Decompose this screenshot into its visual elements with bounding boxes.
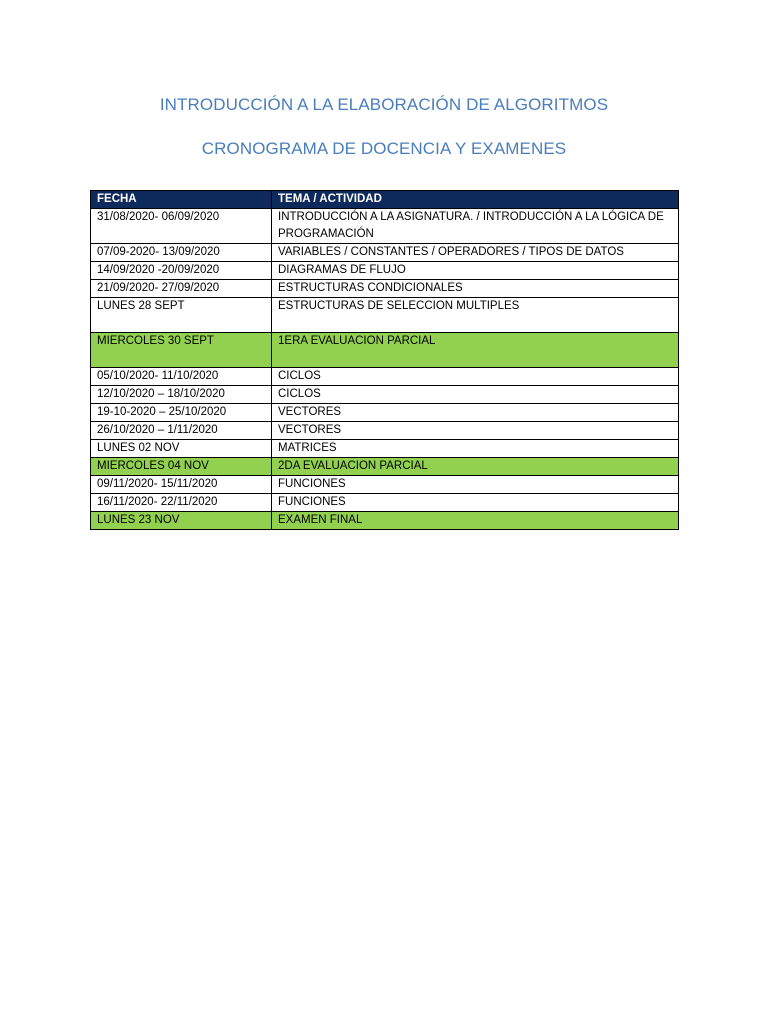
table-row — [91, 422, 679, 440]
header-fecha: FECHA — [91, 191, 272, 209]
cell-tema: CICLOS — [272, 386, 679, 404]
table-row — [91, 280, 679, 298]
cell-fecha: 16/11/2020- 22/11/2020 — [91, 494, 272, 512]
cell-fecha: 07/09-2020- 13/09/2020 — [91, 244, 272, 262]
cell-tema: VECTORES — [272, 404, 679, 422]
cell-fecha: 12/10/2020 – 18/10/2020 — [91, 386, 272, 404]
cell-fecha: LUNES 02 NOV — [91, 440, 272, 458]
cell-tema: ESTRUCTURAS DE SELECCION MULTIPLES — [272, 298, 679, 333]
table-row — [91, 404, 679, 422]
document-subtitle: CRONOGRAMA DE DOCENCIA Y EXAMENES — [201, 139, 567, 158]
table-row-exam — [91, 458, 679, 476]
cell-fecha: MIERCOLES 30 SEPT — [91, 333, 272, 368]
table-row — [91, 298, 679, 333]
header-tema-actividad: TEMA / ACTIVIDAD — [272, 191, 679, 209]
cell-tema: 1ERA EVALUACION PARCIAL — [272, 333, 679, 368]
cell-fecha: 19-10-2020 – 25/10/2020 — [91, 404, 272, 422]
cell-fecha: MIERCOLES 04 NOV — [91, 458, 272, 476]
cell-fecha: 21/09/2020- 27/09/2020 — [91, 280, 272, 298]
cell-fecha: 05/10/2020- 11/10/2020 — [91, 368, 272, 386]
cell-fecha: 31/08/2020- 06/09/2020 — [91, 209, 272, 244]
document-title: INTRODUCCIÓN A LA ELABORACIÓN DE ALGORITMOS — [159, 95, 609, 114]
table-row — [91, 209, 679, 244]
cell-fecha: 09/11/2020- 15/11/2020 — [91, 476, 272, 494]
table-row — [91, 386, 679, 404]
cell-tema: FUNCIONES — [272, 476, 679, 494]
table-row-exam — [91, 512, 679, 530]
table-header-row — [91, 191, 679, 209]
cell-tema: MATRICES — [272, 440, 679, 458]
cell-tema: DIAGRAMAS DE FLUJO — [272, 262, 679, 280]
cell-fecha: 14/09/2020 -20/09/2020 — [91, 262, 272, 280]
cell-tema: CICLOS — [272, 368, 679, 386]
cell-tema: FUNCIONES — [272, 494, 679, 512]
table-row — [91, 440, 679, 458]
cell-fecha: LUNES 23 NOV — [91, 512, 272, 530]
table-row-exam — [91, 333, 679, 368]
table-row — [91, 368, 679, 386]
cell-tema: ESTRUCTURAS CONDICIONALES — [272, 280, 679, 298]
cell-tema: EXAMEN FINAL — [272, 512, 679, 530]
cell-tema: INTRODUCCIÓN A LA ASIGNATURA. / INTRODUCCIÓN A LA LÓGICA DE PROGRAMACIÓN — [272, 209, 679, 244]
schedule-table — [90, 190, 679, 530]
cell-fecha: 26/10/2020 – 1/11/2020 — [91, 422, 272, 440]
table-row — [91, 244, 679, 262]
table-row — [91, 476, 679, 494]
cell-tema: VECTORES — [272, 422, 679, 440]
table-row — [91, 262, 679, 280]
cell-fecha: LUNES 28 SEPT — [91, 298, 272, 333]
cell-tema: VARIABLES / CONSTANTES / OPERADORES / TIPOS DE DATOS — [272, 244, 679, 262]
table-row — [91, 494, 679, 512]
cell-tema: 2DA EVALUACION PARCIAL — [272, 458, 679, 476]
